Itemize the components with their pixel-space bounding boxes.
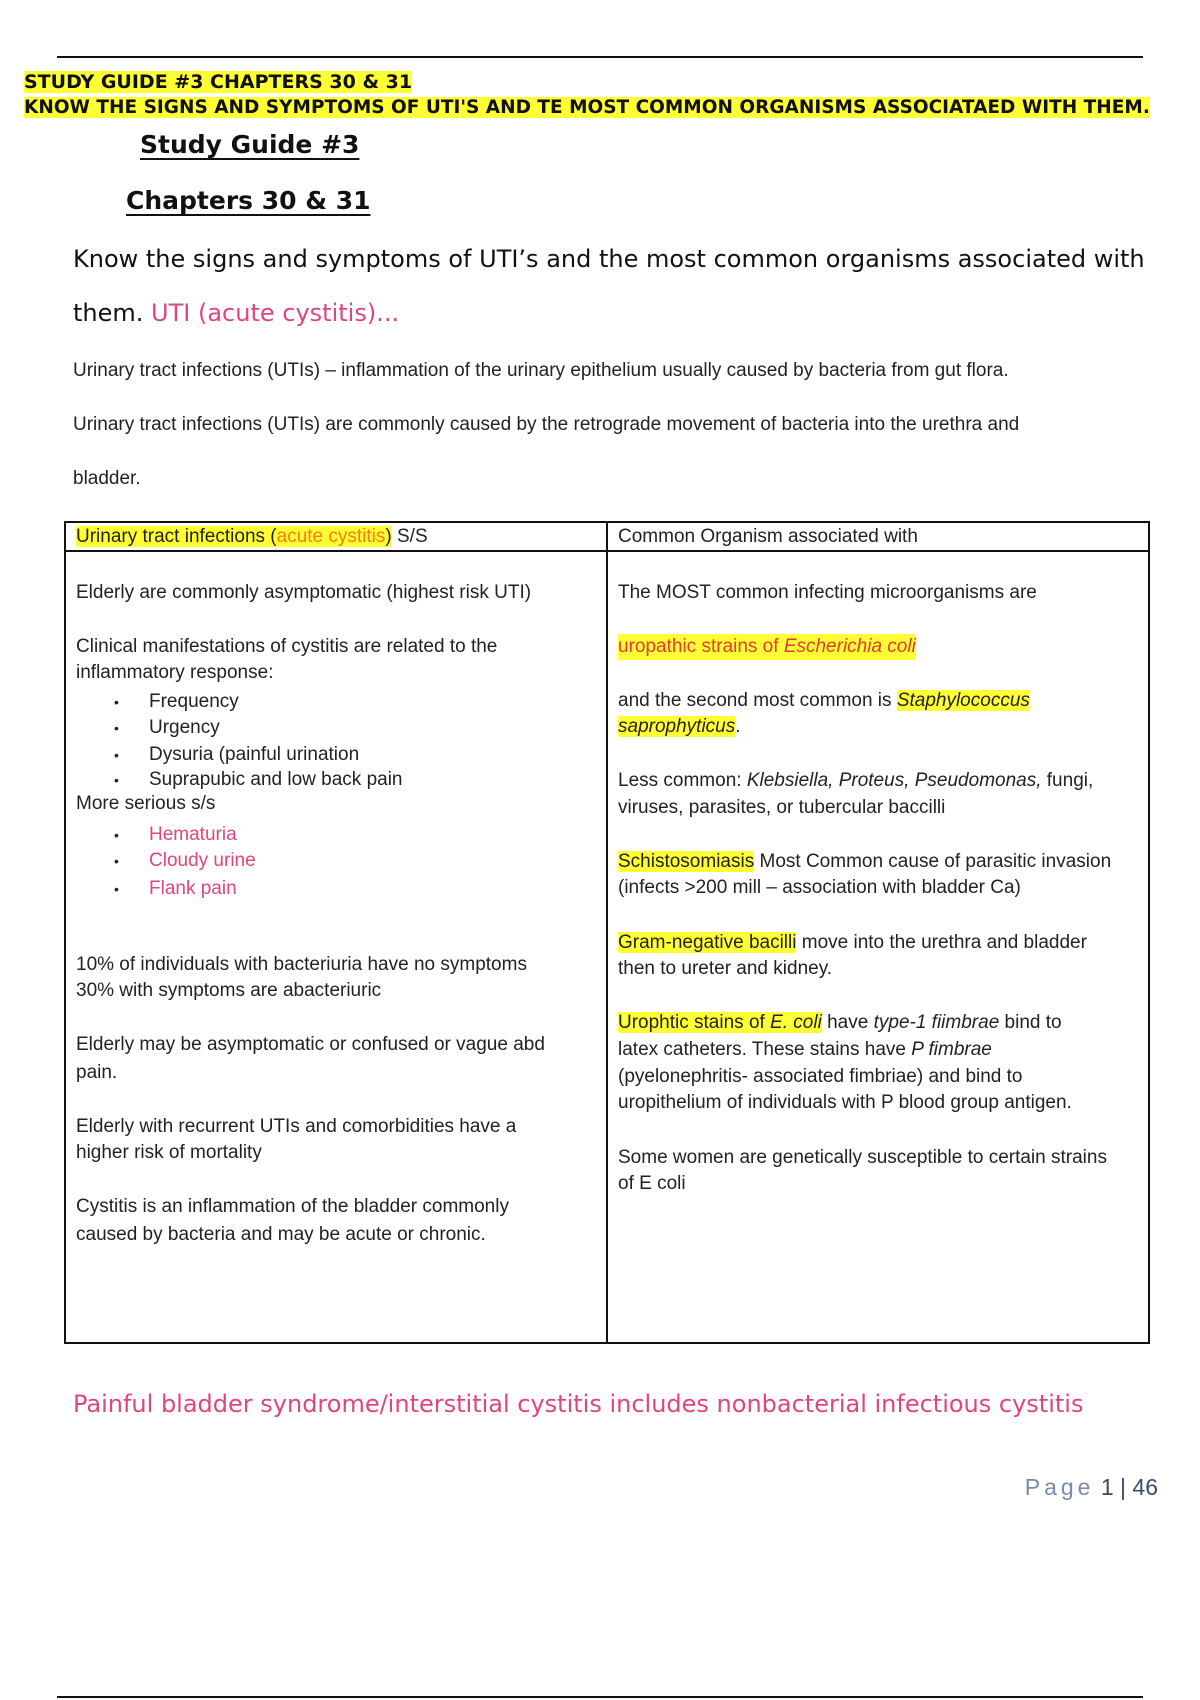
uti-table <box>64 521 1150 1344</box>
paragraph-uti-cause-1: Urinary tract infections (UTIs) are commonly caused by the retrograde movement of bacteria into the urethra and <box>73 414 1020 435</box>
recurrent-uti-1: Elderly with recurrent UTIs and comorbidities have a <box>76 1116 517 1137</box>
symptom-dysuria: Dysuria (painful urination <box>149 744 360 765</box>
banner-line-1: STUDY GUIDE #3 CHAPTERS 30 & 31 <box>24 71 413 93</box>
page-total: 46 <box>1132 1474 1158 1500</box>
paragraph-uti-definition: Urinary tract infections (UTIs) – inflammation of the urinary epithelium usually caused by bacteria from gut flora. <box>73 360 1009 381</box>
gram-negative-1: Gram-negative bacilli move into the urethra and bladder <box>618 932 1087 953</box>
clinical-manifestations-1: Clinical manifestations of cystitis are related to the <box>76 636 498 657</box>
second-common-line: and the second most common is Staphylococcus <box>618 690 1030 711</box>
page-label: Page <box>1024 1474 1095 1500</box>
bullet-icon: • <box>114 881 119 897</box>
paragraph-uti-cause-2: bladder. <box>73 468 141 489</box>
symptom-flank-pain: Flank pain <box>149 878 237 899</box>
uropathic-ecoli-4: uropithelium of individuals with P blood group antigen. <box>618 1092 1072 1113</box>
gram-negative-2: then to ureter and kidney. <box>618 958 833 979</box>
recurrent-uti-2: higher risk of mortality <box>76 1142 262 1163</box>
page-title: Study Guide #3 <box>140 130 360 159</box>
women-susceptible-1: Some women are genetically susceptible to certain strains <box>618 1147 1107 1168</box>
schistosomiasis-2: (infects >200 mill – association with bladder Ca) <box>618 877 1021 898</box>
lead-prefix: them. <box>73 299 144 327</box>
most-common-organisms: The MOST common infecting microorganisms are <box>618 582 1037 603</box>
bullet-icon: • <box>114 827 119 843</box>
bottom-rule <box>57 1696 1143 1698</box>
symptom-urgency: Urgency <box>149 717 220 738</box>
table-header-right: Common Organism associated with <box>607 522 1149 551</box>
bullet-icon: • <box>114 694 119 710</box>
uropathic-ecoli-2: latex catheters. These stains have P fimbrae <box>618 1039 992 1060</box>
bullet-icon: • <box>114 853 119 869</box>
page-subtitle: Chapters 30 & 31 <box>126 186 371 215</box>
page-separator: | <box>1120 1474 1127 1500</box>
bullet-icon: • <box>114 720 119 736</box>
lead-line-1: Know the signs and symptoms of UTI’s and the most common organisms associated with <box>73 245 1145 273</box>
elderly-confused-1: Elderly may be asymptomatic or confused or vague abd <box>76 1034 545 1055</box>
elderly-confused-2: pain. <box>76 1062 118 1083</box>
schistosomiasis-1: Schistosomiasis Most Common cause of parasitic invasion <box>618 851 1112 872</box>
symptom-cloudy-urine: Cloudy urine <box>149 850 256 871</box>
organisms-cell <box>607 551 1149 1343</box>
bacteriuria-stat-2: 30% with symptoms are abacteriuric <box>76 980 382 1001</box>
elderly-asymptomatic: Elderly are commonly asymptomatic (highest risk UTI) <box>76 582 532 603</box>
staph-line: saprophyticus. <box>618 716 741 737</box>
banner-line-2: KNOW THE SIGNS AND SYMPTOMS OF UTI'S AND TE MOST COMMON ORGANISMS ASSOCIATAED WITH THEM. <box>24 97 1150 118</box>
signs-symptoms-cell <box>65 551 607 1343</box>
acute-cystitis-label: acute cystitis <box>276 526 386 547</box>
uropathic-ecoli-1: Urophtic stains of E. coli have type-1 fiimbrae bind to <box>618 1012 1062 1033</box>
more-serious-label: More serious s/s <box>76 793 216 814</box>
uropathic-ecoli-3: (pyelonephritis- associated fimbriae) and bind to <box>618 1066 1023 1087</box>
cystitis-definition-2: caused by bacteria and may be acute or chronic. <box>76 1224 486 1245</box>
page-current: 1 <box>1100 1474 1114 1500</box>
cystitis-definition-1: Cystitis is an inflammation of the bladder commonly <box>76 1196 509 1217</box>
bullet-icon: • <box>114 772 119 788</box>
lead-line-2 <box>73 299 399 327</box>
less-common-2: viruses, parasites, or tubercular baccilli <box>618 797 946 818</box>
table-header-left: Urinary tract infections (acute cystitis) S/S <box>65 522 607 551</box>
symptom-frequency: Frequency <box>149 691 239 712</box>
women-susceptible-2: of E coli <box>618 1173 686 1194</box>
bullet-icon: • <box>114 747 119 763</box>
symptom-suprapubic-pain: Suprapubic and low back pain <box>149 769 403 790</box>
bacteriuria-stat-1: 10% of individuals with bacteriuria have no symptoms <box>76 954 527 975</box>
lead-uti-heading: UTI (acute cystitis)... <box>151 299 400 327</box>
clinical-manifestations-2: inflammatory response: <box>76 662 274 683</box>
top-rule <box>57 56 1143 58</box>
less-common-1: Less common: Klebsiella, Proteus, Pseudomonas, fungi, <box>618 770 1094 791</box>
symptom-hematuria: Hematuria <box>149 824 237 845</box>
footer-note: Painful bladder syndrome/interstitial cystitis includes nonbacterial infectious cystitis <box>73 1390 1084 1418</box>
ecoli-line: uropathic strains of Escherichia coli <box>618 634 916 660</box>
page-number <box>1025 1474 1158 1501</box>
